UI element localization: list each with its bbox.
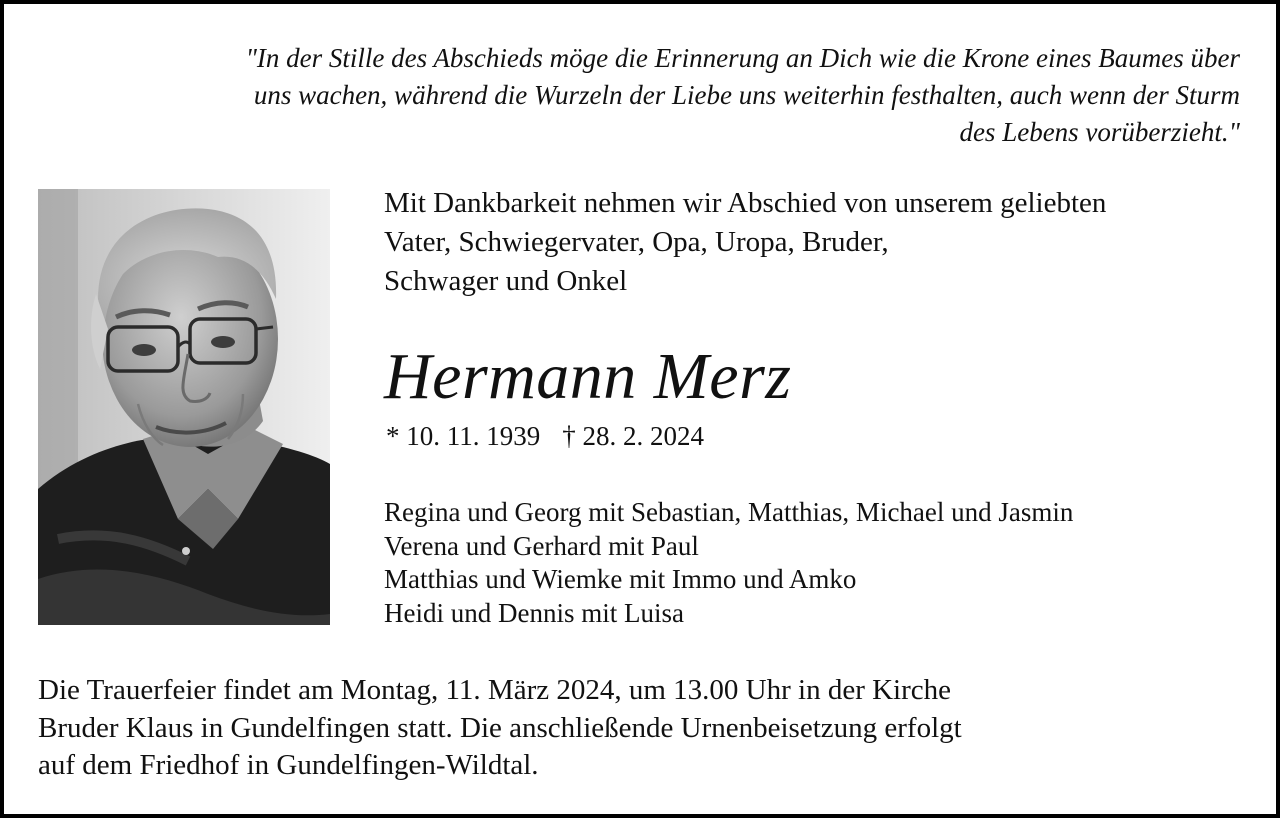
portrait-photo [38,189,330,625]
memorial-quote [44,40,1240,151]
birth-date: * 10. 11. 1939 [386,421,541,451]
quote-line: des Lebens vorüberzieht." [959,117,1240,147]
service-line: auf dem Friedhof in Gundelfingen-Wildtal. [38,749,539,781]
mourner-line: Verena und Gerhard mit Paul [384,530,699,561]
intro-line: Schwager und Onkel [384,265,628,297]
intro-line: Vater, Schwiegervater, Opa, Uropa, Bruder, [384,226,889,258]
death-date: † 28. 2. 2024 [562,421,704,451]
mourners-list [384,496,1073,630]
intro-line: Mit Dankbarkeit nehmen wir Abschied von unserem geliebten [384,187,1107,219]
mourner-line: Heidi und Dennis mit Luisa [384,597,684,628]
service-line: Die Trauerfeier findet am Montag, 11. März 2024, um 13.00 Uhr in der Kirche [38,674,952,706]
mourner-line: Regina und Georg mit Sebastian, Matthias, Michael und Jasmin [384,497,1074,527]
portrait-illustration [38,189,330,625]
farewell-introduction [384,184,1106,301]
quote-line: uns wachen, während die Wurzeln der Liebe uns weiterhin festhalten, auch wenn der Sturm [253,80,1240,110]
life-dates [386,419,704,453]
quote-line: "In der Stille des Abschieds möge die Erinnerung an Dich wie die Krone eines Baumes über [245,43,1240,73]
mourner-line: Matthias und Wiemke mit Immo und Amko [384,564,857,594]
deceased-name: Hermann Merz [384,340,792,413]
service-line: Bruder Klaus in Gundelfingen statt. Die anschließende Urnenbeisetzung erfolgt [38,711,962,744]
funeral-service-details [38,672,962,785]
